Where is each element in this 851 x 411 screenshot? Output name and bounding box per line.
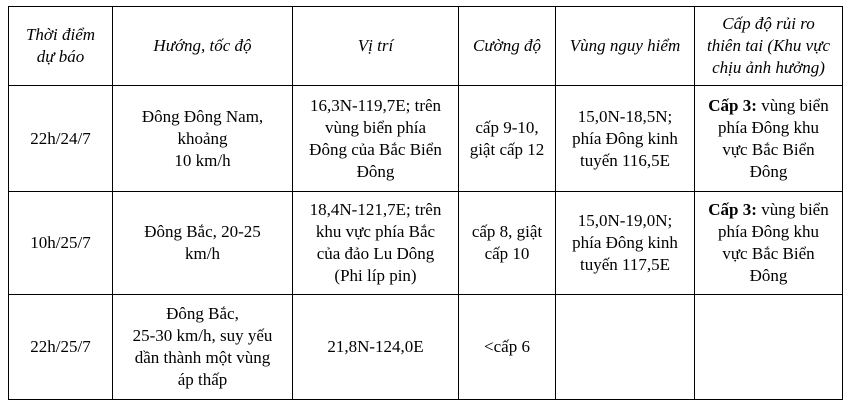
header-danger-line: Vùng nguy hiểm	[569, 36, 681, 55]
danger-line: phía Đông kinh	[572, 233, 678, 252]
position-line: (Phi líp pin)	[334, 266, 417, 285]
header-direction	[113, 7, 293, 86]
direction-line: Đông Bắc,	[166, 304, 239, 323]
direction-line: 25-30 km/h, suy yếu	[132, 326, 273, 345]
cell-danger-zone	[556, 295, 695, 400]
time-text: 10h/25/7	[30, 233, 91, 252]
risk-level-badge: Cấp 3:	[708, 200, 757, 219]
cell-risk-level	[695, 192, 843, 295]
header-position-line: Vị trí	[357, 36, 394, 55]
header-risk-line: chịu ảnh hưởng)	[712, 58, 825, 77]
position-line: Đông	[356, 161, 395, 181]
forecast-table-wrapper	[8, 6, 843, 400]
cell-risk-level	[695, 86, 843, 192]
header-danger-zone	[556, 7, 695, 86]
intensity-line: <cấp 6	[484, 337, 530, 356]
header-direction-line: Hướng, tốc độ	[153, 36, 252, 55]
position-line: của đảo Lu Dông	[316, 244, 435, 263]
cell-direction	[113, 295, 293, 400]
direction-line: áp thấp	[177, 370, 228, 389]
risk-text: vùng biển	[756, 95, 829, 115]
risk-line: vực Bắc Biển	[722, 244, 815, 263]
cell-intensity	[459, 192, 556, 295]
direction-line: Đông Bắc, 20-25	[144, 222, 261, 241]
table-row	[9, 86, 843, 192]
header-time-line: dự báo	[36, 47, 85, 66]
danger-line: 15,0N-19,0N;	[577, 211, 673, 230]
table-row	[9, 295, 843, 400]
position-line: vùng biển phía	[324, 117, 427, 137]
position-line: 16,3N-119,7E; trên	[309, 95, 442, 115]
position-line: 18,4N-121,7E; trên	[309, 200, 442, 219]
danger-line: phía Đông kinh	[572, 128, 678, 148]
header-time-line: Thời điểm	[25, 25, 96, 44]
header-risk-level	[695, 7, 843, 86]
header-risk-line: thiên tai (Khu vực	[706, 36, 831, 55]
danger-line: tuyến 117,5E	[579, 255, 671, 274]
cell-direction	[113, 192, 293, 295]
intensity-line: giật cấp 12	[469, 139, 545, 159]
header-intensity	[459, 7, 556, 86]
table-row	[9, 192, 843, 295]
cell-danger-zone	[556, 192, 695, 295]
cell-intensity	[459, 295, 556, 400]
header-intensity-line: Cường độ	[473, 36, 541, 55]
table-header-row	[9, 7, 843, 86]
direction-line: km/h	[185, 244, 220, 263]
cell-time	[9, 295, 113, 400]
position-line: 21,8N-124,0E	[327, 337, 424, 356]
risk-line: vực Bắc Biển	[722, 139, 815, 159]
risk-level-badge: Cấp 3:	[708, 95, 757, 115]
risk-line: phía Đông khu	[717, 117, 820, 137]
direction-line: 10 km/h	[174, 150, 231, 170]
header-time	[9, 7, 113, 86]
cell-intensity	[459, 86, 556, 192]
cell-time	[9, 86, 113, 192]
cell-position	[293, 192, 459, 295]
danger-line: 15,0N-18,5N;	[577, 106, 673, 126]
risk-line: Đông	[749, 266, 788, 285]
cell-danger-zone	[556, 86, 695, 192]
header-position	[293, 7, 459, 86]
cell-time	[9, 192, 113, 295]
forecast-table	[8, 6, 843, 400]
risk-line	[699, 95, 838, 117]
time-text: 22h/25/7	[30, 337, 91, 356]
risk-line: phía Đông khu	[717, 222, 820, 241]
intensity-line: cấp 10	[484, 244, 530, 263]
position-line: khu vực phía Bắc	[315, 222, 436, 241]
risk-line	[699, 199, 838, 221]
intensity-line: cấp 9-10,	[475, 117, 539, 137]
time-text: 22h/24/7	[30, 128, 91, 148]
direction-line: Đông Đông Nam,	[141, 106, 264, 126]
cell-position	[293, 86, 459, 192]
header-risk-line: Cấp độ rủi ro	[722, 14, 815, 33]
intensity-line: cấp 8, giật	[471, 222, 543, 241]
cell-position	[293, 295, 459, 400]
danger-line: tuyến 116,5E	[579, 150, 671, 170]
risk-line: Đông	[749, 161, 788, 181]
direction-line: dần thành một vùng	[134, 348, 271, 367]
position-line: Đông của Bắc Biển	[309, 139, 442, 159]
cell-direction	[113, 86, 293, 192]
risk-text: vùng biển	[756, 200, 829, 219]
direction-line: khoảng	[177, 128, 228, 148]
cell-risk-level	[695, 295, 843, 400]
